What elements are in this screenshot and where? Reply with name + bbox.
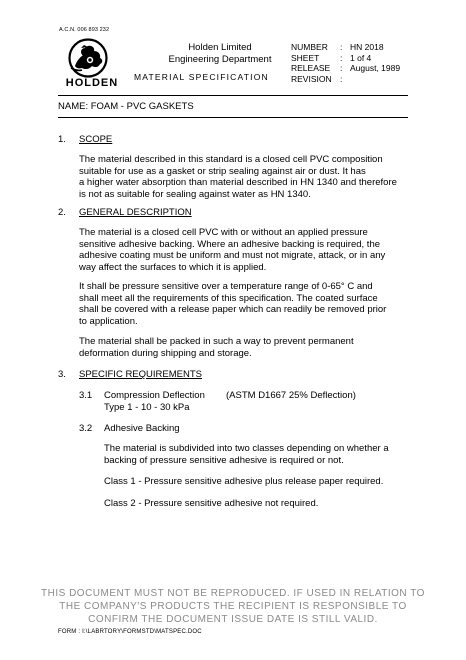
meta-sheet (291, 53, 400, 64)
compression-title: Compression Deflection (104, 390, 205, 401)
meta-value: 1 of 4 (350, 52, 372, 63)
meta-colon: : (340, 42, 343, 52)
class-1-text: Class 1 - Pressure sensitive adhesive plus release paper required. (104, 476, 384, 487)
text-line: way affect the surfaces to which it is applied. (79, 261, 267, 273)
general-paragraph-3 (79, 336, 409, 359)
meta-key: RELEASE (291, 63, 331, 73)
text-line: The material shall be packed in such a way to prevent permanent (79, 336, 354, 347)
meta-colon: : (340, 63, 343, 73)
warning-line: CONFIRM THE DOCUMENT ISSUE DATE IS STILL VALID. (88, 614, 378, 625)
meta-value: August, 1989 (350, 63, 401, 73)
meta-colon: : (340, 73, 343, 84)
meta-number (291, 42, 400, 53)
text-line: The material described in this standard is a closed cell PVC composition (79, 154, 383, 165)
text-line: The material is a closed cell PVC with or without an applied pressure (79, 227, 368, 238)
section-number: 3. (58, 369, 66, 380)
reproduction-warning (30, 587, 436, 626)
text-line: suitable for use as a gasket or strip sealing against air or dust. It has (79, 165, 366, 177)
scope-paragraph (79, 154, 409, 200)
text-line: adhesive coating must be uniform and must not migrate, attack, or in any (79, 250, 386, 261)
section-heading-scope: SCOPE (79, 134, 113, 145)
meta-revision (291, 74, 400, 85)
text-line: is not as suitable for sealing against water as HN 1340. (79, 188, 311, 200)
warning-line: THE COMPANY'S PRODUCTS THE RECIPIENT IS RESPONSIBLE TO (59, 601, 407, 612)
meta-key: NUMBER (291, 42, 328, 52)
compression-method: (ASTM D1667 25% Deflection) (226, 390, 356, 401)
document-type: MATERIAL SPECIFICATION (134, 72, 269, 82)
section-heading-specific: SPECIFIC REQUIREMENTS (79, 369, 202, 380)
meta-key: SHEET (291, 52, 320, 63)
meta-value: HN 2018 (350, 42, 384, 52)
text-line: deformation during shipping and storage. (79, 347, 252, 359)
section-heading-general: GENERAL DESCRIPTION (79, 207, 192, 218)
general-paragraph-2 (79, 281, 409, 327)
meta-key: REVISION (291, 73, 332, 84)
material-name: NAME: FOAM - PVC GASKETS (58, 101, 194, 112)
text-line: backing of pressure sensitive adhesive is required or not. (104, 454, 344, 466)
organization (160, 42, 280, 66)
class-2-text: Class 2 - Pressure sensitive adhesive not required. (104, 498, 319, 509)
text-line: shall meet all the requirements of this specification. The coated surface (79, 292, 378, 304)
subsection-number: 3.1 (79, 390, 93, 401)
text-line: The material is subdivided into two classes depending on whether a (104, 443, 389, 454)
acn-number: A.C.N. 006 893 232 (59, 27, 110, 33)
subsection-number: 3.2 (79, 423, 93, 434)
section-number: 1. (58, 134, 66, 145)
document-meta (291, 42, 400, 84)
text-line: sensitive adhesive backing. Where an adhesive backing is required, the (79, 238, 381, 250)
text-line: a higher water absorption than material described in HN 1340 and therefore (79, 177, 397, 188)
compression-value: Type 1 - 10 - 30 kPa (104, 402, 190, 413)
text-line: to application. (79, 315, 138, 327)
text-line: shall be covered with a release paper which can readily be removed prior (79, 304, 387, 315)
header-divider (58, 95, 408, 96)
text-line: It shall be pressure sensitive over a temperature range of 0-65° C and (79, 281, 373, 292)
holden-wordmark: HOLDEN (65, 77, 119, 89)
meta-colon: : (340, 52, 343, 63)
company-name: Holden Limited (188, 42, 252, 53)
adhesive-title: Adhesive Backing (104, 423, 180, 434)
adhesive-paragraph (104, 443, 409, 466)
form-path: FORM : I:\LABRTORY\FORMSTD\MATSPEC.DOC (58, 629, 202, 635)
warning-line: THIS DOCUMENT MUST NOT BE REPRODUCED. IF USED IN RELATION TO (41, 588, 425, 599)
name-divider (58, 117, 408, 118)
meta-release (291, 63, 400, 74)
department-name: Engineering Department (168, 54, 272, 65)
section-number: 2. (58, 207, 66, 218)
general-paragraph-1 (79, 227, 409, 273)
